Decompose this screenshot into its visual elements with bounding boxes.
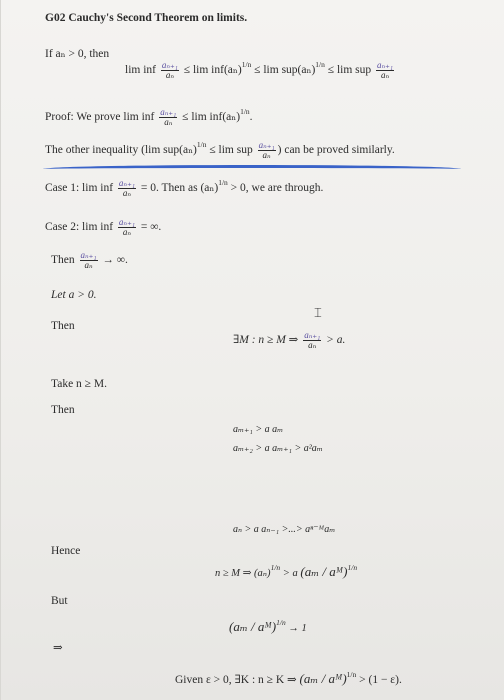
ratio-fraction: $\frac{\text{aₙ₊₁}}{\text{aₙ}}$ [160,106,177,127]
let-a-line: Let a > 0. [51,289,97,301]
text-cursor-icon: ⌶ [314,306,322,321]
ratio-fraction: $\frac{\text{aₙ₊₁}}{\text{aₙ}}$ [377,59,394,80]
page-title: G02 Cauchy's Second Theorem on limits. [45,12,248,24]
ratio-fraction: $\frac{\text{aₙ₊₁}}{\text{aₙ}}$ [304,330,321,350]
ineq-2: aₘ₊₂ > a aₘ₊₁ > a²aₘ [233,443,323,454]
main-inequality: lim inf $\frac{\text{aₙ₊₁}}{\text{aₙ}}$ ≤ $\lim inf(a_n)^{1/n} \le \lim sup(a_n)^{1/n} \le \lim$ sup $\frac{\text{aₙ₊₁}}{\text{aₙ}}$ [125,59,394,80]
ratio-fraction: $\frac{\text{aₙ₊₁}}{\text{aₙ}}$ [258,139,275,160]
hence-equation: n ≥ M ⇒ $(a_n)^{1/n} > a$ (aₘ / aᴹ)$^{1/n}$ [215,563,358,579]
blue-underline-annotation [43,165,461,173]
then-label: Then [51,320,75,332]
implies-symbol: ⇒ [53,642,63,654]
then-label-2: Then [51,404,75,416]
ratio-fraction: $\frac{\text{aₙ₊₁}}{\text{aₙ}}$ [161,59,178,80]
given-line: Given ε > 0, ∃K : n ≥ K ⇒ (aₘ / aᴹ)$^{1/n}$ > (1 − ε). [175,670,402,686]
proof-line: Proof: We prove lim inf $\frac{\text{aₙ₊₁}}{\text{aₙ}}$ ≤ $\lim inf(a_n)^{1/n}$. [45,106,253,127]
but-equation: (aₘ / aᴹ)$^{1/n}$ → 1 [229,618,307,634]
ratio-fraction: $\frac{\text{aₙ₊₁}}{\text{aₙ}}$ [118,217,135,237]
ineq-3: aₙ > a aₙ₋₁ >...> aⁿ⁻ᴹaₘ [233,524,336,535]
case-1-line: Case 1: lim inf $\frac{\text{aₙ₊₁}}{\text{aₙ}}$ = 0. Then as $(a_n)^{1/n} > 0$, we are through. [45,177,324,198]
ratio-fraction: $\frac{\text{aₙ₊₁}}{\text{aₙ}}$ [80,250,97,270]
ratio-fraction: $\frac{\text{aₙ₊₁}}{\text{aₙ}}$ [118,177,135,198]
then-arrow-line: Then $\frac{\text{aₙ₊₁}}{\text{aₙ}}$ → ∞. [51,250,128,270]
statement-condition: If aₙ > 0, then [45,48,110,60]
ineq-1: aₘ₊₁ > a aₘ [233,424,284,435]
hence-label: Hence [51,545,81,557]
take-n-line: Take n ≥ M. [51,378,107,390]
other-inequality-line: The other inequality (lim $sup(a_n)^{1/n} \le \lim$ sup $\frac{\text{aₙ₊₁}}{\text{aₙ}}$ ) can be proved similarly. [45,139,395,160]
exists-line: ∃M : n ≥ M ⇒ $\frac{\text{aₙ₊₁}}{\text{aₙ}}$ > a. [233,330,346,350]
but-label: But [51,595,68,607]
case-2-line: Case 2: lim inf $\frac{\text{aₙ₊₁}}{\text{aₙ}}$ = ∞. [45,217,162,237]
